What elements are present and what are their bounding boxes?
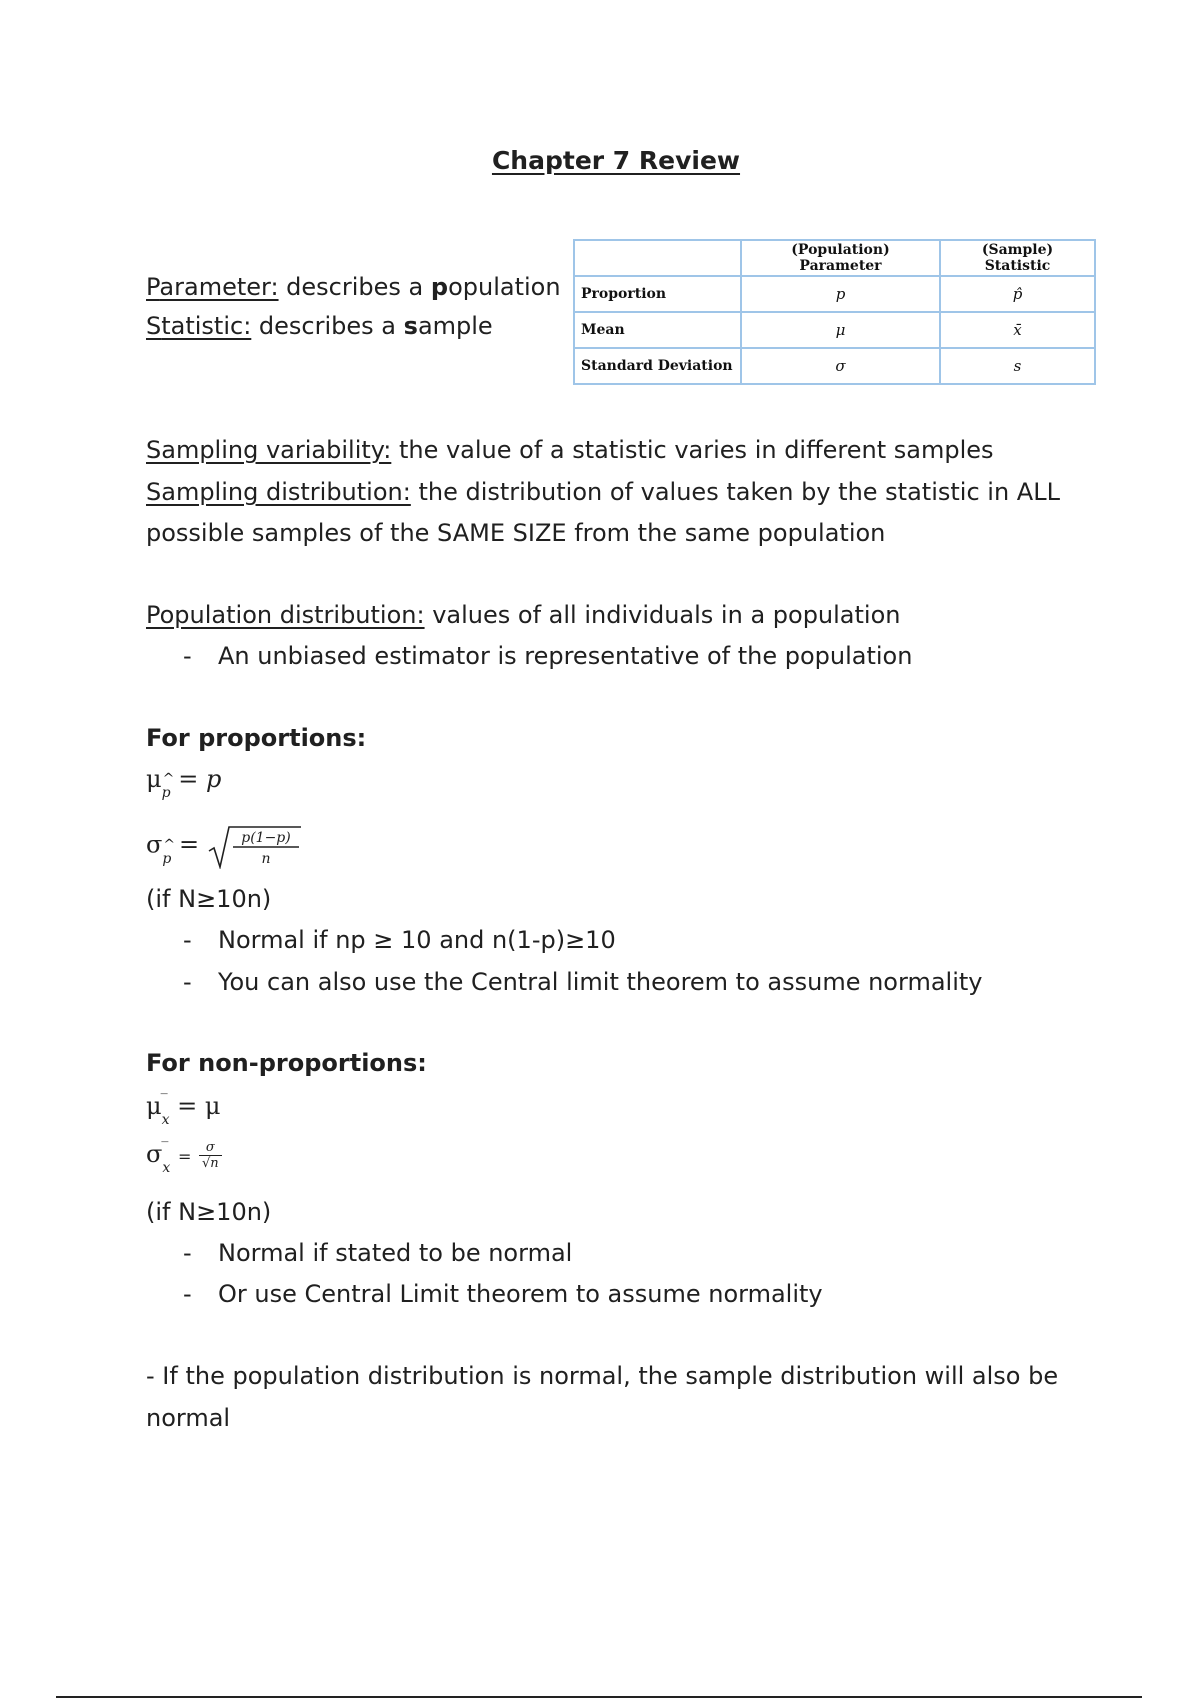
list-item: - An unbiased estimator is representative of the population [183,642,913,670]
table-row-label: Standard Deviation [574,348,741,384]
sampling-distribution-term: Sampling distribution: [146,478,411,506]
square-root-icon [207,823,303,869]
subscript-letter: p [162,850,172,867]
parameter-definition [146,272,561,302]
fraction-numerator: p(1−p) [241,830,291,846]
statistic-term-initial: S [146,312,162,340]
fraction-numerator: σ [199,1140,222,1156]
sd-formula [146,1140,222,1176]
statistic-definition [146,311,493,341]
fraction-denominator: √n [201,1156,219,1171]
mu-symbol: μ [146,765,162,793]
p-hat-subscript: ^ p [161,771,175,801]
sampling-distribution-continuation: possible samples of the SAME SIZE from the same population [146,519,886,547]
parameter-term-initial: P [146,273,160,301]
formula-rhs: = p [178,765,222,793]
list-item: - Or use Central Limit theorem to assume normality [183,1280,823,1308]
table-cell: p̂ [940,276,1095,312]
page-title: Chapter 7 Review [491,146,741,175]
x-bar-subscript: ‾ x [161,1140,171,1176]
list-item-text: An unbiased estimator is representative of the population [218,642,913,670]
table-cell: x̄ [940,312,1095,348]
proportion-mean-formula [146,765,221,801]
list-item-text: Normal if stated to be normal [218,1239,573,1267]
table-row [574,312,1095,348]
sigma-symbol: σ [146,1140,163,1168]
table-header-cell: (Population) Parameter [741,240,940,276]
table-cell: σ [741,348,940,384]
sampling-distribution-definition [146,477,1060,507]
list-item: - Normal if stated to be normal [183,1239,573,1267]
fraction-denominator: n [261,851,271,867]
list-item-text: You can also use the Central limit theorem to assume normality [218,968,983,996]
proportion-sd-formula [146,823,303,869]
parameter-bold-letter: p [430,273,449,301]
sampling-variability-text: the value of a statistic varies in different samples [391,436,994,464]
parameter-term: arameter: [159,273,279,301]
subscript-letter: x [161,1112,170,1128]
sampling-variability-term: Sampling variability: [146,436,392,464]
equals-sign: = [177,1147,192,1166]
mean-formula [146,1092,221,1128]
sampling-distribution-text: the distribution of values taken by the statistic in ALL [410,478,1060,506]
table-header-row [574,240,1095,276]
proportions-condition: (if N≥10n) [146,885,272,913]
table-header-cell [574,240,741,276]
mu-symbol: μ [146,1092,162,1120]
non-proportions-heading: For non-proportions: [146,1049,427,1077]
table-cell: μ [741,312,940,348]
p-hat-subscript: ^ p [162,836,176,867]
closing-statement-continuation: normal [146,1404,231,1432]
x-bar-subscript: ‾ x [160,1092,170,1128]
parameter-statistic-table [573,239,1096,385]
subscript-letter: p [161,785,171,801]
statistic-text: describes a [251,312,404,340]
equals-sign: = [179,830,200,859]
population-distribution-text: values of all individuals in a population [424,601,901,629]
footer-divider [56,1696,1142,1698]
list-item: - Normal if np ≥ 10 and n(1-p)≥10 [183,926,616,954]
parameter-text-end: opulation [448,273,561,301]
parameter-text: describes a [278,273,431,301]
table-row [574,348,1095,384]
list-item-text: Or use Central Limit theorem to assume normality [218,1280,823,1308]
table-row [574,276,1095,312]
table-header-cell: (Sample) Statistic [940,240,1095,276]
population-distribution-definition [146,600,901,630]
sigma-symbol: σ [146,830,163,859]
table-row-label: Mean [574,312,741,348]
statistic-term: tatistic: [161,312,252,340]
closing-statement: - If the population distribution is normal, the sample distribution will also be [146,1362,1059,1390]
population-distribution-term: Population distribution: [146,601,425,629]
table-row-label: Proportion [574,276,741,312]
subscript-letter: x [162,1160,171,1176]
table-cell: s [940,348,1095,384]
statistic-text-end: ample [417,312,493,340]
list-item-text: Normal if np ≥ 10 and n(1-p)≥10 [218,926,616,954]
proportions-heading: For proportions: [146,724,367,752]
table-cell: p [741,276,940,312]
non-proportions-condition: (if N≥10n) [146,1198,272,1226]
statistic-bold-letter: s [403,312,418,340]
sampling-variability-definition [146,435,994,465]
formula-rhs: = μ [177,1092,221,1120]
list-item: - You can also use the Central limit theorem to assume normality [183,968,983,996]
sigma-over-root-n-fraction [199,1140,222,1171]
